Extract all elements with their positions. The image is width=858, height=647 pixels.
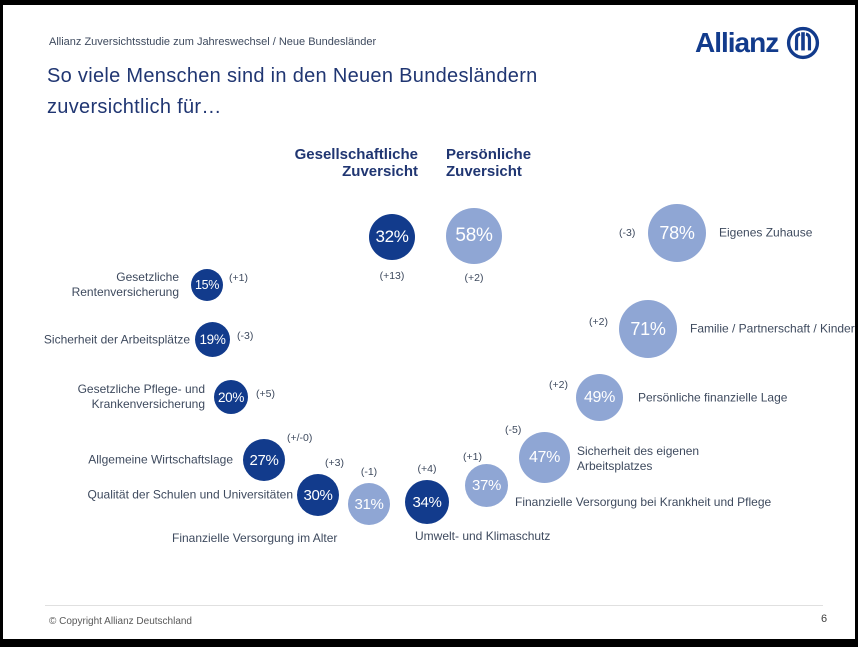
bubble-value: 71%	[630, 318, 666, 339]
bubble-label: Eigenes Zuhause	[719, 225, 813, 240]
bubble-value: 15%	[194, 278, 220, 292]
slide-subtitle: Allianz Zuversichtsstudie zum Jahreswechsel / Neue Bundesländer	[49, 36, 377, 48]
page-title-line2: zuversichtlich für…	[47, 96, 222, 118]
bubble-label: Allgemeine Wirtschaftslage	[88, 452, 233, 467]
bubble-label: Finanzielle Versorgung im Alter	[172, 531, 338, 545]
bubble-delta: (+5)	[256, 388, 275, 400]
allianz-logo-text: Allianz	[695, 27, 779, 58]
bubble-delta: (+1)	[463, 451, 482, 463]
bubble-label: Familie / Partnerschaft / Kinder	[690, 321, 855, 336]
bubble-delta: (+13)	[379, 270, 405, 282]
bubble-value: 19%	[199, 332, 226, 347]
bubble-value: 31%	[354, 495, 384, 513]
bubble-sicherheit-der-arbeitsplaetze	[43, 322, 254, 357]
bubble-pflege-und-krankenversicherung	[77, 380, 275, 414]
bubble-delta: (+2)	[464, 272, 484, 284]
bubble-delta: (+2)	[589, 316, 608, 328]
bubble-eigenes-zuhause	[619, 204, 813, 262]
bubble-delta: (-1)	[360, 466, 378, 478]
page-number: 6	[821, 613, 828, 625]
bubble-value: 78%	[659, 222, 695, 243]
bubble-value: 37%	[471, 477, 502, 494]
bubble-label: Sicherheit des eigenen Arbeitsplatzes	[577, 444, 700, 473]
bubble-allgemeine-wirtschaftslage	[88, 432, 313, 481]
allianz-eagle-icon	[785, 25, 821, 61]
bubble-delta: (-3)	[619, 227, 636, 239]
bubble-value: 30%	[303, 486, 333, 504]
bubble-delta: (+3)	[325, 457, 344, 469]
bubble-delta: (-3)	[237, 330, 254, 342]
bubble-label: Gesetzliche Rentenversicherung	[71, 270, 179, 299]
bubble-delta: (+2)	[549, 379, 568, 391]
bubble-label: Gesetzliche Pflege- und Krankenversicherung	[77, 382, 205, 411]
bubble-persoenliche-finanzielle-lage	[549, 374, 788, 421]
bubble-delta: (-5)	[505, 424, 522, 436]
bubble-label: Sicherheit der Arbeitsplätze	[43, 332, 190, 346]
page-title-line1: So viele Menschen sind in den Neuen Bundesländern	[47, 65, 538, 87]
bubble-persoenliche-total	[446, 208, 502, 284]
bubble-value: 58%	[455, 225, 493, 246]
bubble-delta: (+1)	[229, 272, 248, 284]
bubble-value: 32%	[375, 227, 409, 246]
bubble-value: 47%	[528, 448, 561, 466]
allianz-logo	[695, 25, 821, 61]
bubble-familie-partnerschaft-kinder	[589, 300, 855, 358]
bubble-label: Persönliche finanzielle Lage	[638, 390, 788, 404]
bubble-delta: (+4)	[417, 463, 437, 475]
bubble-label: Finanzielle Versorgung bei Krankheit und Pflege	[515, 495, 772, 509]
page-title	[47, 61, 538, 123]
group-header-persoenliche-zuversicht: Persönliche Zuversicht	[446, 146, 532, 180]
copyright-text: © Copyright Allianz Deutschland	[49, 616, 192, 627]
group-header-gesellschaftliche-zuversicht: Gesellschaftliche Zuversicht	[294, 146, 418, 180]
bubble-value: 34%	[412, 493, 442, 511]
bubble-gesetzliche-rentenversicherung	[71, 269, 248, 301]
footer-divider	[45, 605, 823, 606]
bubble-sicherheit-des-eigenen-arbeitsplatzes	[505, 424, 700, 483]
bubble-label: Umwelt- und Klimaschutz	[415, 529, 551, 543]
bubble-value: 49%	[583, 388, 616, 406]
bubble-value: 20%	[217, 389, 245, 405]
bubble-gesellschaftliche-total	[369, 214, 415, 282]
bubble-delta: (+/-0)	[287, 432, 313, 444]
bubble-label: Qualität der Schulen und Universitäten	[87, 487, 293, 502]
bubble-value: 27%	[249, 451, 279, 469]
